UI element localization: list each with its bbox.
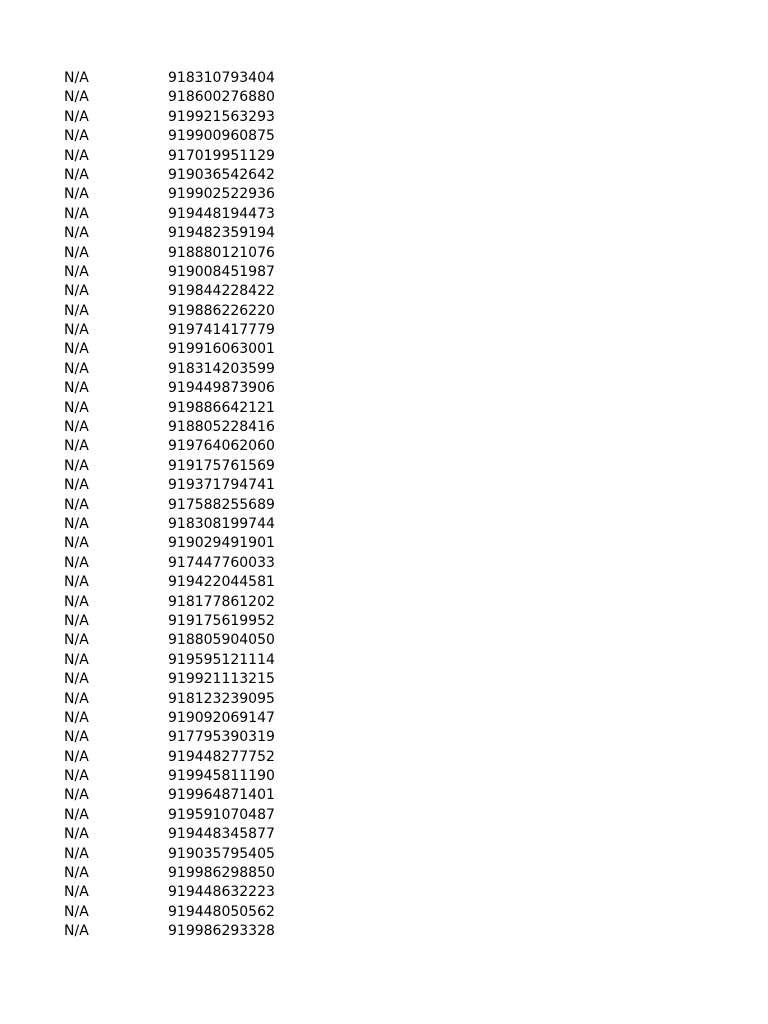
phone-number-cell: 918123239095 [168,690,275,707]
status-cell: N/A [64,496,89,513]
status-cell: N/A [64,748,89,765]
status-cell: N/A [64,806,89,823]
phone-number-cell: 918177861202 [168,593,275,610]
phone-number-cell: 918600276880 [168,89,275,106]
phone-number-cell: 918314203599 [168,360,275,377]
phone-number-cell: 917019951129 [168,147,275,164]
table-row [64,147,704,166]
status-cell: N/A [64,438,89,455]
table-row [64,127,704,146]
table-row [64,185,704,204]
table-row [64,418,704,437]
phone-number-cell: 917588255689 [168,496,275,513]
table-row [64,515,704,534]
phone-number-cell: 919741417779 [168,322,275,339]
status-cell: N/A [64,729,89,746]
status-cell: N/A [64,380,89,397]
phone-number-cell: 919092069147 [168,709,275,726]
phone-number-cell: 919886642121 [168,399,275,416]
table-row [64,748,704,767]
status-cell: N/A [64,651,89,668]
phone-number-cell: 919448194473 [168,205,275,222]
status-cell: N/A [64,108,89,125]
status-cell: N/A [64,477,89,494]
status-cell: N/A [64,903,89,920]
table-row [64,786,704,805]
phone-number-cell: 918308199744 [168,515,275,532]
table-row [64,864,704,883]
table-row [64,806,704,825]
status-cell: N/A [64,360,89,377]
data-sheet [64,69,704,942]
table-row [64,554,704,573]
phone-number-cell: 919902522936 [168,186,275,203]
status-cell: N/A [64,884,89,901]
table-row [64,825,704,844]
table-row [64,476,704,495]
status-cell: N/A [64,457,89,474]
phone-number-cell: 919886226220 [168,302,275,319]
table-row [64,922,704,941]
status-cell: N/A [64,923,89,940]
phone-number-cell: 919422044581 [168,574,275,591]
phone-number-cell: 919595121114 [168,651,275,668]
status-cell: N/A [64,263,89,280]
status-cell: N/A [64,419,89,436]
phone-number-cell: 919371794741 [168,477,275,494]
phone-number-cell: 919482359194 [168,225,275,242]
status-cell: N/A [64,205,89,222]
status-cell: N/A [64,515,89,532]
status-cell: N/A [64,341,89,358]
phone-number-cell: 919986298850 [168,865,275,882]
phone-number-cell: 919448345877 [168,826,275,843]
table-row [64,263,704,282]
phone-number-cell: 919036542642 [168,166,275,183]
phone-number-cell: 919844228422 [168,283,275,300]
table-row [64,399,704,418]
table-row [64,379,704,398]
table-row [64,534,704,553]
status-cell: N/A [64,787,89,804]
table-row [64,612,704,631]
phone-number-cell: 919029491901 [168,535,275,552]
status-cell: N/A [64,128,89,145]
table-row [64,670,704,689]
phone-number-cell: 919916063001 [168,341,275,358]
status-cell: N/A [64,225,89,242]
table-row [64,883,704,902]
table-row [64,321,704,340]
status-cell: N/A [64,554,89,571]
table-row [64,845,704,864]
table-row [64,903,704,922]
status-cell: N/A [64,302,89,319]
table-row [64,651,704,670]
phone-number-cell: 919035795405 [168,845,275,862]
table-row [64,108,704,127]
phone-number-cell: 919964871401 [168,787,275,804]
phone-number-cell: 917795390319 [168,729,275,746]
phone-number-cell: 919175761569 [168,457,275,474]
phone-number-cell: 918880121076 [168,244,275,261]
status-cell: N/A [64,147,89,164]
table-row [64,224,704,243]
status-cell: N/A [64,70,89,86]
phone-number-cell: 919921563293 [168,108,275,125]
status-cell: N/A [64,574,89,591]
table-row [64,302,704,321]
table-row [64,631,704,650]
phone-number-cell: 918805904050 [168,632,275,649]
table-row [64,457,704,476]
table-row [64,496,704,515]
table-row [64,767,704,786]
table-row [64,205,704,224]
status-cell: N/A [64,244,89,261]
status-cell: N/A [64,166,89,183]
phone-number-cell: 919900960875 [168,128,275,145]
status-cell: N/A [64,399,89,416]
status-cell: N/A [64,632,89,649]
status-cell: N/A [64,612,89,629]
status-cell: N/A [64,322,89,339]
phone-number-cell: 919175619952 [168,612,275,629]
status-cell: N/A [64,186,89,203]
status-cell: N/A [64,535,89,552]
table-row [64,573,704,592]
status-cell: N/A [64,845,89,862]
status-cell: N/A [64,283,89,300]
table-row [64,69,704,88]
phone-number-cell: 919921113215 [168,671,275,688]
phone-number-cell: 919986293328 [168,923,275,940]
table-row [64,690,704,709]
table-row [64,244,704,263]
table-row [64,166,704,185]
table-row [64,709,704,728]
phone-number-cell: 919945811190 [168,768,275,785]
status-cell: N/A [64,865,89,882]
phone-number-cell: 918805228416 [168,419,275,436]
phone-number-cell: 918310793404 [168,70,275,86]
phone-number-cell: 919764062060 [168,438,275,455]
phone-number-cell: 917447760033 [168,554,275,571]
phone-number-cell: 919008451987 [168,263,275,280]
table-row [64,282,704,301]
table-row [64,593,704,612]
phone-number-cell: 919591070487 [168,806,275,823]
table-row [64,728,704,747]
status-cell: N/A [64,593,89,610]
phone-number-cell: 919448277752 [168,748,275,765]
phone-number-cell: 919449873906 [168,380,275,397]
table-row [64,88,704,107]
status-cell: N/A [64,826,89,843]
phone-number-cell: 919448050562 [168,903,275,920]
status-cell: N/A [64,89,89,106]
status-cell: N/A [64,768,89,785]
status-cell: N/A [64,671,89,688]
phone-number-cell: 919448632223 [168,884,275,901]
table-row [64,360,704,379]
table-row [64,437,704,456]
status-cell: N/A [64,709,89,726]
status-cell: N/A [64,690,89,707]
table-row [64,340,704,359]
